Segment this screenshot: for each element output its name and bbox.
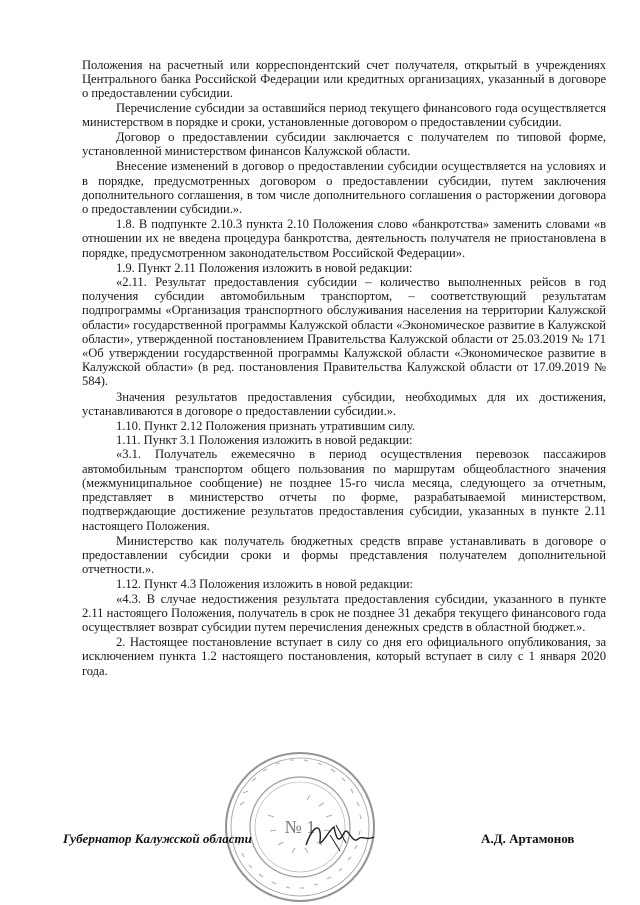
paragraph-9: 1.10. Пункт 2.12 Положения признать утратившим силу. bbox=[116, 419, 415, 434]
paragraph-2: Перечисление субсидии за оставшийся период текущего финансового года осуществляется министерством в порядке и сроки, установленные договором о предоставлении субсидии. bbox=[82, 100, 606, 129]
paragraph-15: 2. Настоящее постановление вступает в силу со дня его официального опубликования, за исключением пункта 1.2 настоящего постановления, который вступает в силу с 1 января 2020 года. bbox=[82, 635, 606, 678]
paragraph-3: Договор о предоставлении субсидии заключается с получателем по типовой форме, установленной министерством финансов Калужской области. bbox=[82, 130, 606, 159]
paragraph-8: Значения результатов предоставления субсидии, необходимых для их достижения, устанавливаются в договоре о предоставлении субсидии.». bbox=[82, 389, 606, 418]
paragraph-13: 1.12. Пункт 4.3 Положения изложить в новой редакции: bbox=[116, 577, 413, 592]
official-seal bbox=[208, 745, 388, 905]
paragraph-7: «2.11. Результат предоставления субсидии – количество выполненных рейсов в год получения субсидии автомобильным транспортом, – соответствующий результатам подпрограммы «Организация транспортного обслуживания населения на территории Калужской области» государственной программы Калужской области «Экономическое развитие в Калужской области», утвержденной постановлением Правительства Калужской области от 25.03.2019 № 171 «Об утверждении государственной программы Калужской области «Экономическое развитие в Калужской области» (в ред. постановления Правительства Калужской области от 17.09.2019 № 584). bbox=[82, 275, 606, 389]
paragraph-12: Министерство как получатель бюджетных средств вправе устанавливать в договоре о предоставлении субсидии сроки и формы представления получателем дополнительной отчетности.». bbox=[82, 533, 606, 577]
document-body bbox=[82, 58, 606, 678]
paragraph-6: 1.9. Пункт 2.11 Положения изложить в новой редакции: bbox=[116, 260, 413, 275]
signatory-name: А.Д. Артамонов bbox=[481, 831, 575, 846]
paragraph-11: «3.1. Получатель ежемесячно в период осуществления перевозок пассажиров автомобильным транспортом общего пользования по маршрутам общеобластного значения (межмуниципальное сообщение) не позднее 15-го числа месяца, следующего за отчетным, представляет в министерство отчеты по форме, разрабатываемой министерством, подтверждающие достижение результатов предоставления субсидии, указанных в пункте 2.11 настоящего Положения. bbox=[82, 447, 606, 533]
paragraph-5: 1.8. В подпункте 2.10.3 пункта 2.10 Положения слово «банкротства» заменить словами «в отношении их не введена процедура банкротства, деятельность получателя не приостановлена в порядке, предусмотренном законодательством Российской Федерации». bbox=[82, 217, 606, 260]
paragraph-10: 1.11. Пункт 3.1 Положения изложить в новой редакции: bbox=[116, 433, 413, 448]
paragraph-14: «4.3. В случае недостижения результата предоставления субсидии, указанного в пункте 2.11 настоящего Положения, получатель в срок не позднее 31 декабря текущего финансового года осуществляет возврат субсидии путем перечисления денежных средств в областной бюджет.». bbox=[82, 591, 606, 634]
signatory-position: Губернатор Калужской области bbox=[63, 831, 252, 846]
paragraph-1: Положения на расчетный или корреспондентский счет получателя, открытый в учреждениях Центрального банка Российской Федерации или кредитных организациях, указанный в договоре о предоставлении субсидии. bbox=[82, 58, 606, 101]
paragraph-4: Внесение изменений в договор о предоставлении субсидии осуществляется на условиях и в порядке, предусмотренных договором о предоставлении субсидии, путем заключения дополнительного соглашения, в том числе дополнительного соглашения о расторжении договора о предоставлении субсидии.». bbox=[82, 159, 606, 217]
seal-number: № 1 bbox=[284, 817, 316, 837]
handwritten-signature bbox=[300, 815, 380, 855]
